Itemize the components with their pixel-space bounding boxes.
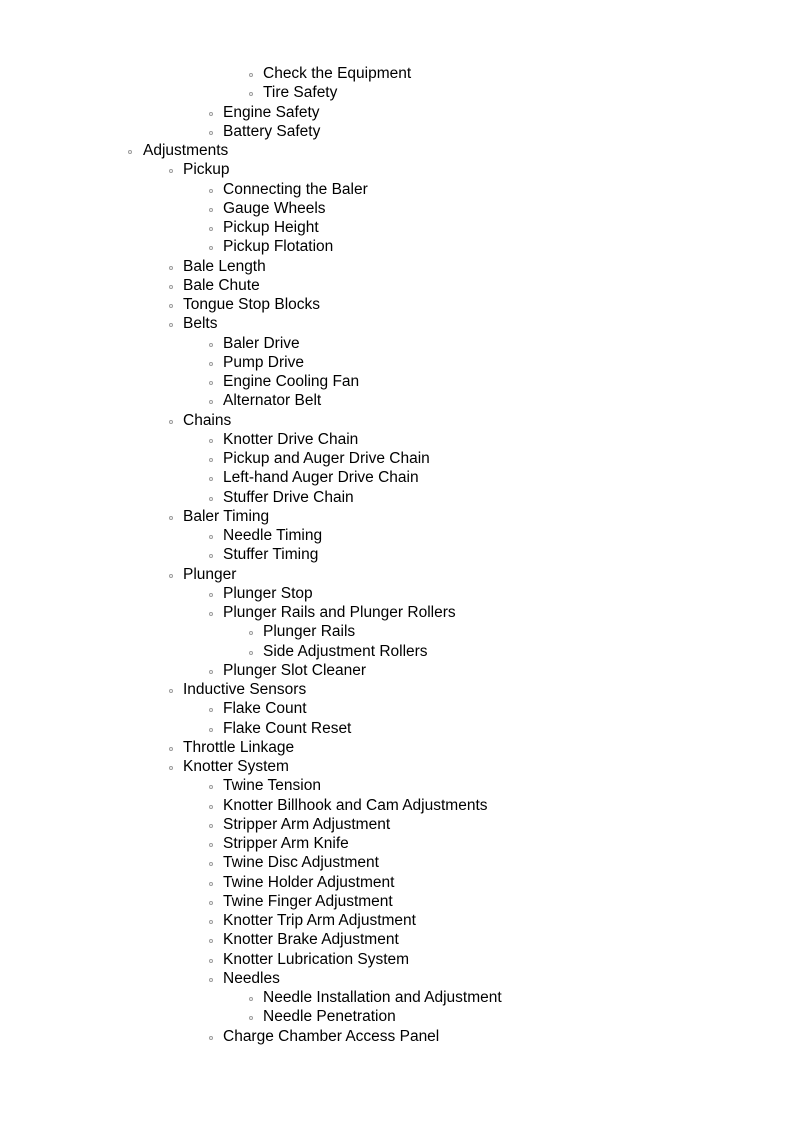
toc-item-label: Twine Disc Adjustment (223, 854, 379, 872)
toc-item[interactable] (0, 257, 794, 276)
toc-item-label: Twine Finger Adjustment (223, 892, 393, 910)
toc-item-label: Side Adjustment Rollers (263, 642, 428, 660)
toc-item[interactable] (0, 873, 794, 892)
bullet-icon (209, 131, 213, 135)
bullet-icon (169, 169, 173, 173)
toc-item[interactable] (0, 468, 794, 487)
toc-item[interactable] (0, 122, 794, 141)
toc-item-label: Chains (183, 411, 232, 429)
toc-item-label: Connecting the Baler (223, 180, 368, 198)
toc-item-label: Needle Timing (223, 527, 323, 544)
toc-item[interactable] (0, 719, 794, 738)
bullet-icon (209, 708, 213, 712)
toc-item[interactable] (0, 430, 794, 449)
toc-item-label: Engine Safety (223, 103, 320, 121)
bullet-icon (169, 285, 173, 289)
bullet-icon (209, 554, 213, 558)
bullet-icon (209, 362, 213, 366)
bullet-icon (249, 631, 253, 635)
toc-item-label: Bale Length (183, 257, 266, 275)
toc-item[interactable] (0, 1027, 794, 1046)
toc-item-label: Adjustments (143, 142, 229, 159)
table-of-contents (0, 64, 794, 1046)
toc-item[interactable] (0, 218, 794, 237)
toc-item-label: Stripper Arm Adjustment (223, 815, 391, 833)
bullet-icon (249, 92, 253, 96)
toc-item-label: Knotter Drive Chain (223, 430, 359, 448)
toc-item[interactable] (0, 950, 794, 969)
bullet-icon (209, 343, 213, 347)
bullet-icon (209, 477, 213, 481)
bullet-icon (209, 728, 213, 732)
toc-item-label: Needle Installation and Adjustment (263, 989, 502, 1006)
toc-item-label: Pickup Height (223, 219, 319, 236)
toc-item[interactable] (0, 180, 794, 199)
toc-item-label: Bale Chute (183, 276, 260, 294)
toc-item-label: Twine Holder Adjustment (223, 873, 395, 891)
toc-item[interactable] (0, 372, 794, 391)
toc-item[interactable] (0, 103, 794, 122)
toc-item-label: Knotter Billhook and Cam Adjustments (223, 796, 488, 814)
bullet-icon (209, 246, 213, 250)
bullet-icon (209, 593, 213, 597)
toc-item[interactable] (0, 334, 794, 353)
toc-item[interactable] (0, 353, 794, 372)
toc-item-label: Pickup and Auger Drive Chain (223, 450, 430, 467)
toc-item[interactable] (0, 988, 794, 1007)
toc-item-label: Check the Equipment (263, 65, 412, 82)
toc-item-label: Gauge Wheels (223, 199, 326, 217)
toc-item-label: Belts (183, 315, 218, 333)
toc-item[interactable] (0, 642, 794, 661)
bullet-icon (209, 920, 213, 924)
bullet-icon (169, 747, 173, 751)
toc-item[interactable] (0, 199, 794, 218)
bullet-icon (209, 1036, 213, 1040)
toc-item-label: Needles (223, 969, 280, 987)
toc-item-label: Needle Penetration (263, 1008, 396, 1026)
toc-item[interactable] (0, 526, 794, 545)
toc-item[interactable] (0, 83, 794, 102)
toc-item[interactable] (0, 796, 794, 815)
toc-item[interactable] (0, 565, 794, 584)
bullet-icon (169, 689, 173, 693)
toc-item-label: Tire Safety (263, 84, 338, 102)
bullet-icon (169, 574, 173, 578)
toc-item-label: Pickup (183, 161, 230, 179)
toc-item[interactable] (0, 314, 794, 333)
bullet-icon (209, 189, 213, 193)
bullet-icon (209, 535, 213, 539)
toc-item[interactable] (0, 237, 794, 256)
toc-item[interactable] (0, 680, 794, 699)
bullet-icon (209, 882, 213, 886)
bullet-icon (249, 1016, 253, 1020)
bullet-icon (209, 959, 213, 963)
toc-item-label: Knotter Brake Adjustment (223, 931, 399, 949)
bullet-icon (169, 516, 173, 520)
toc-item[interactable] (0, 930, 794, 949)
bullet-icon (209, 612, 213, 616)
toc-item[interactable] (0, 1007, 794, 1026)
toc-item-label: Stuffer Drive Chain (223, 488, 354, 506)
toc-item-label: Battery Safety (223, 122, 321, 140)
toc-item-label: Knotter Lubrication System (223, 950, 410, 968)
bullet-icon (209, 978, 213, 982)
toc-item[interactable] (0, 276, 794, 295)
bullet-icon (169, 304, 173, 308)
toc-item[interactable] (0, 488, 794, 507)
toc-item-label: Plunger (183, 565, 237, 583)
bullet-icon (209, 824, 213, 828)
toc-item[interactable] (0, 295, 794, 314)
toc-item[interactable] (0, 757, 794, 776)
toc-item-label: Pickup Flotation (223, 238, 334, 256)
toc-item-label: Knotter System (183, 758, 289, 775)
toc-item[interactable] (0, 603, 794, 622)
toc-item-label: Flake Count Reset (223, 719, 352, 737)
toc-item[interactable] (0, 699, 794, 718)
toc-item[interactable] (0, 64, 794, 83)
bullet-icon (209, 670, 213, 674)
toc-item-label: Pump Drive (223, 353, 304, 371)
bullet-icon (209, 112, 213, 116)
toc-item[interactable] (0, 449, 794, 468)
bullet-icon (209, 785, 213, 789)
bullet-icon (209, 901, 213, 905)
toc-item[interactable] (0, 661, 794, 680)
toc-item[interactable] (0, 738, 794, 757)
toc-item[interactable] (0, 776, 794, 795)
bullet-icon (209, 381, 213, 385)
bullet-icon (169, 766, 173, 770)
toc-item-label: Flake Count (223, 700, 307, 718)
toc-item[interactable] (0, 853, 794, 872)
bullet-icon (209, 805, 213, 809)
toc-item-label: Twine Tension (223, 777, 321, 795)
toc-item[interactable] (0, 815, 794, 834)
bullet-icon (209, 227, 213, 231)
bullet-icon (209, 843, 213, 847)
toc-item-label: Inductive Sensors (183, 681, 307, 698)
toc-item-label: Baler Drive (223, 334, 300, 352)
toc-item[interactable] (0, 892, 794, 911)
bullet-icon (209, 497, 213, 501)
bullet-icon (249, 997, 253, 1001)
bullet-icon (209, 439, 213, 443)
bullet-icon (209, 208, 213, 212)
toc-item[interactable] (0, 411, 794, 430)
toc-item-label: Throttle Linkage (183, 738, 295, 756)
toc-item[interactable] (0, 160, 794, 179)
bullet-icon (209, 458, 213, 462)
toc-item-label: Alternator Belt (223, 392, 322, 410)
toc-item-label: Stripper Arm Knife (223, 835, 349, 852)
toc-item-label: Plunger Slot Cleaner (223, 661, 367, 679)
toc-item[interactable] (0, 141, 794, 160)
toc-item-label: Left-hand Auger Drive Chain (223, 469, 419, 487)
bullet-icon (128, 150, 132, 154)
toc-item-label: Knotter Trip Arm Adjustment (223, 912, 416, 929)
toc-item[interactable] (0, 507, 794, 526)
toc-item[interactable] (0, 622, 794, 641)
toc-item-label: Charge Chamber Access Panel (223, 1027, 440, 1045)
bullet-icon (169, 420, 173, 424)
bullet-icon (169, 323, 173, 327)
toc-item-label: Tongue Stop Blocks (183, 296, 321, 313)
bullet-icon (209, 400, 213, 404)
toc-item-label: Plunger Stop (223, 584, 313, 602)
toc-item[interactable] (0, 584, 794, 603)
toc-item-label: Stuffer Timing (223, 546, 319, 564)
toc-item[interactable] (0, 834, 794, 853)
bullet-icon (249, 651, 253, 655)
toc-item[interactable] (0, 545, 794, 564)
toc-item-label: Plunger Rails and Plunger Rollers (223, 604, 456, 621)
toc-item[interactable] (0, 391, 794, 410)
toc-item[interactable] (0, 969, 794, 988)
bullet-icon (249, 73, 253, 77)
bullet-icon (169, 266, 173, 270)
bullet-icon (209, 939, 213, 943)
toc-item-label: Plunger Rails (263, 623, 356, 641)
toc-item[interactable] (0, 911, 794, 930)
toc-item-label: Baler Timing (183, 507, 270, 525)
toc-item-label: Engine Cooling Fan (223, 373, 360, 390)
bullet-icon (209, 862, 213, 866)
